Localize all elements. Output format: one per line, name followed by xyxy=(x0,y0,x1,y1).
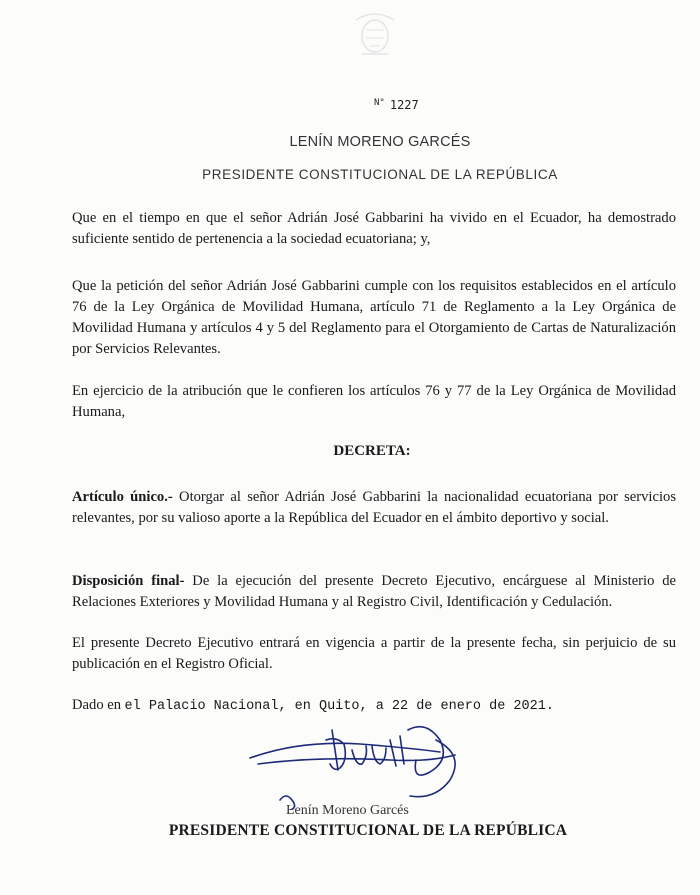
issuer-title: PRESIDENTE CONSTITUCIONAL DE LA REPÚBLICA xyxy=(202,167,558,182)
decree-number xyxy=(374,98,419,112)
considerando-paragraph-2: Que la petición del señor Adrián José Gabbarini cumple con los requisitos establecidos en el artículo 76 de la Ley Orgánica de Movilidad Humana, artículo 71 de Reglamento a la Ley Orgánica de Movilidad Humana y artículos 4 y 5 del Reglamento para el Otorgamiento de Cartas de Naturalización por Servicios Relevantes. xyxy=(72,278,676,357)
articulo-unico-paragraph xyxy=(72,487,676,529)
articulo-unico-text: Otorgar al señor Adrián José Gabbarini la nacionalidad ecuatoriana por servicios relevantes, por su valioso aporte a la República del Ecuador en el ámbito deportivo y social. xyxy=(72,489,676,526)
vigencia-paragraph: El presente Decreto Ejecutivo entrará en vigencia a partir de la presente fecha, sin perjuicio de su publicación en el Registro Oficial. xyxy=(72,635,676,672)
signer-name: Lenín Moreno Garcés xyxy=(286,803,409,818)
issuer-name: LENÍN MORENO GARCÉS xyxy=(289,134,471,150)
decree-number-value: 1227 xyxy=(389,98,419,112)
articulo-unico-label: Artículo único.- xyxy=(72,489,173,505)
disposicion-final-text: De la ejecución del presente Decreto Ejecutivo, encárguese al Ministerio de Relaciones Exteriores y Movilidad Humana y al Registro Civil, Identificación y Cedulación. xyxy=(72,573,676,610)
disposicion-final-paragraph xyxy=(72,571,676,613)
decree-number-prefix: N° xyxy=(374,98,385,108)
handwritten-signature xyxy=(240,700,480,810)
decreta-heading: DECRETA: xyxy=(333,443,411,459)
signer-title: PRESIDENTE CONSTITUCIONAL DE LA REPÚBLICA xyxy=(168,822,568,839)
dado-en-lead: Dado en xyxy=(72,697,122,713)
ejercicio-paragraph: En ejercicio de la atribución que le confieren los artículos 76 y 77 de la Ley Orgánica de Movilidad Humana, xyxy=(72,383,676,420)
dado-en-place-date: el Palacio Nacional, en Quito, a 22 de enero de 2021. xyxy=(124,699,554,714)
disposicion-final-label: Disposición final- xyxy=(72,573,185,589)
considerando-paragraph-1: Que en el tiempo en que el señor Adrián José Gabbarini ha vivido en el Ecuador, ha demostrado suficiente sentido de pertenencia a la sociedad ecuatoriana; y, xyxy=(72,210,676,247)
coat-of-arms-watermark-icon xyxy=(352,6,398,64)
